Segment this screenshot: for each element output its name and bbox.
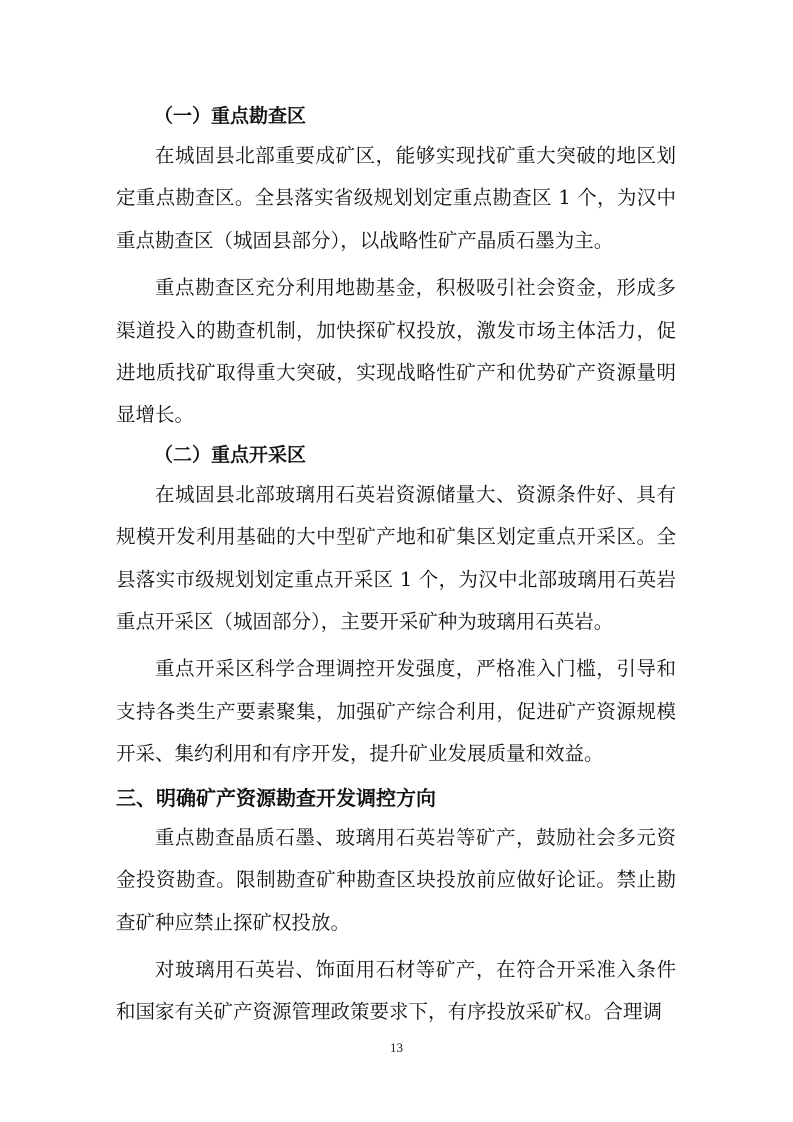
document-body xyxy=(116,98,676,1034)
subheading-key-mining-zone: （二）重点开采区 xyxy=(154,443,307,466)
paragraph: 重点开采区科学合理调控开发强度，严格准入门槛，引导和支持各类生产要素聚集，加强矿产综合利用，促进矿产资源规模开采、集约利用和有序开发，提升矿业发展质量和效益。 xyxy=(116,657,676,766)
paragraph: 对玻璃用石英岩、饰面用石材等矿产，在符合开采准入条件和国家有关矿产资源管理政策要求下，有序投放采矿权。合理调 xyxy=(116,957,676,1024)
section-heading-regulation-direction: 三、明确矿产资源勘查开发调控方向 xyxy=(116,785,436,810)
paragraph: 在城固县北部重要成矿区，能够实现找矿重大突破的地区划定重点勘查区。全县落实省级规划划定重点勘查区 1 个，为汉中重点勘查区（城固县部分），以战略性矿产晶质石墨为主。 xyxy=(116,144,676,252)
paragraph: 在城固县北部玻璃用石英岩资源储量大、资源条件好、具有规模开发利用基础的大中型矿产地和矿集区划定重点开采区。全县落实市级规划划定重点开采区 1 个，为汉中北部玻璃用石英岩重点开采区（城固部分），主要开采矿种为玻璃用石英岩。 xyxy=(116,482,676,634)
subheading-key-exploration-zone: （一）重点勘查区 xyxy=(154,105,307,127)
page-number: 13 xyxy=(390,1040,403,1055)
paragraph: 重点勘查晶质石墨、玻璃用石英岩等矿产，鼓励社会多元资金投资勘查。限制勘查矿种勘查区块投放前应做好论证。禁止勘查矿种应禁止探矿权投放。 xyxy=(116,825,676,934)
paragraph: 重点勘查区充分利用地勘基金，积极吸引社会资金，形成多渠道投入的勘查机制，加快探矿权投放，激发市场主体活力，促进地质找矿取得重大突破，实现战略性矿产和优势矿产资源量明显增长。 xyxy=(116,276,676,427)
